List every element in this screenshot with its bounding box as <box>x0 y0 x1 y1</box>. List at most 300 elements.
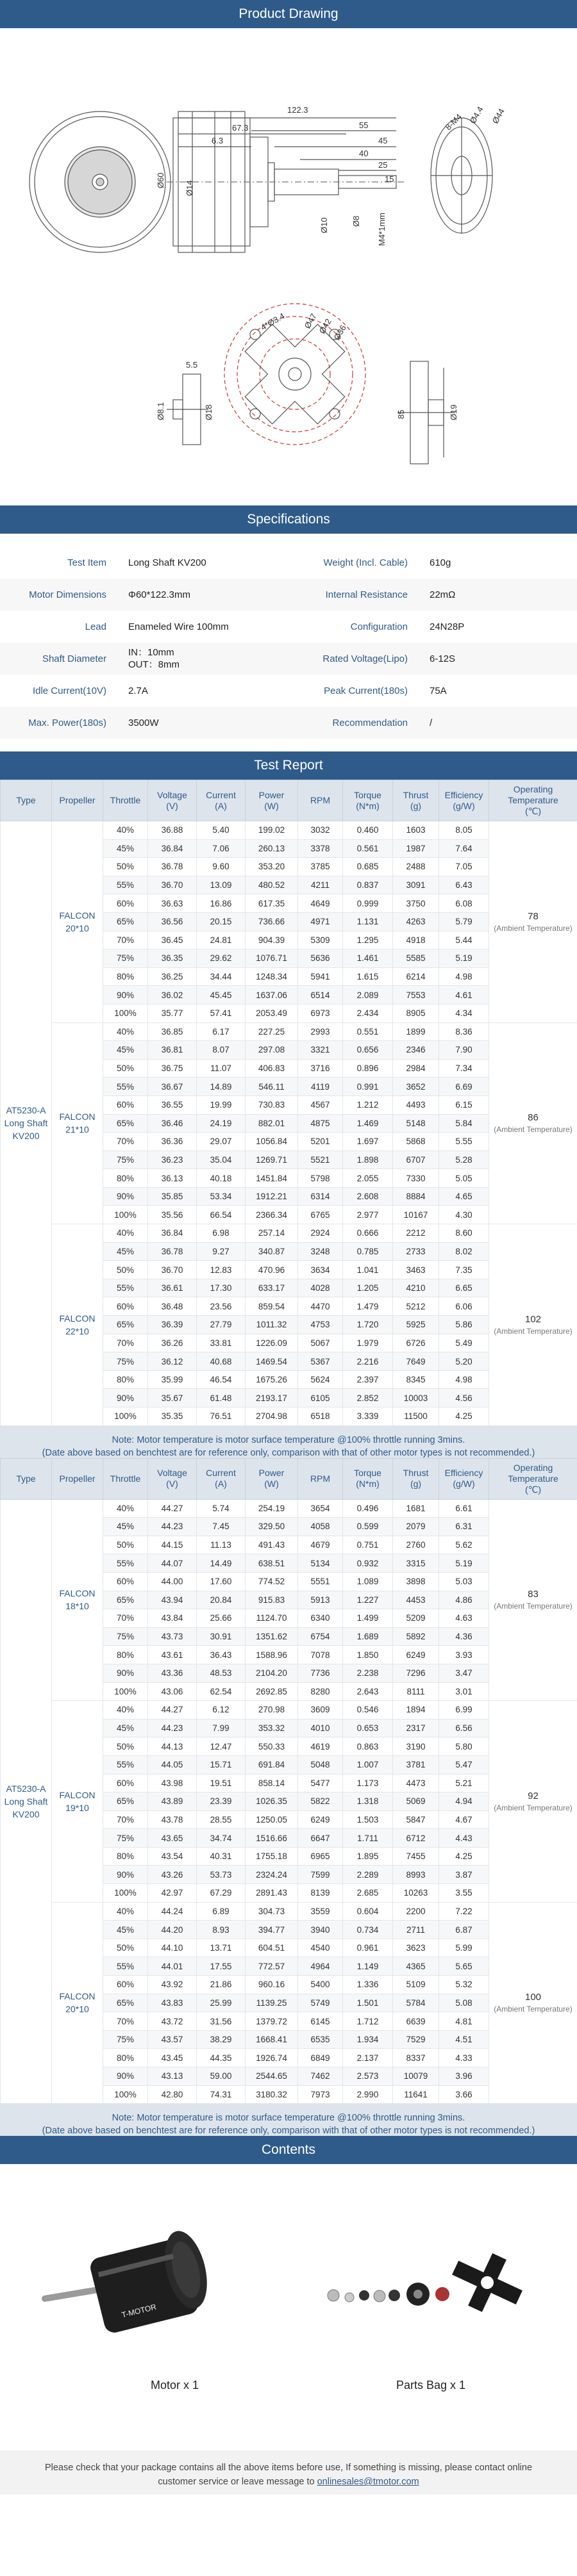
data-cell: 62.54 <box>197 1682 246 1701</box>
data-cell: 4.65 <box>439 1187 489 1206</box>
report-note-1 <box>0 1426 577 1458</box>
data-cell: 10003 <box>393 1389 439 1407</box>
data-cell: 80% <box>103 1370 148 1389</box>
data-cell: 11.07 <box>197 1059 246 1078</box>
data-cell: 1076.71 <box>246 949 298 968</box>
data-cell: 1.295 <box>343 931 393 949</box>
package-contents <box>0 2164 577 2450</box>
section-title-specs: Specifications <box>0 505 577 534</box>
data-cell: 1588.96 <box>246 1646 298 1664</box>
data-cell: 4210 <box>393 1279 439 1297</box>
data-cell: 35.56 <box>148 1206 197 1224</box>
data-cell: 0.599 <box>343 1518 393 1536</box>
data-cell: 1637.06 <box>246 986 298 1005</box>
data-cell: 2488 <box>393 858 439 876</box>
data-cell: 6647 <box>298 1829 343 1848</box>
data-cell: 45% <box>103 839 148 858</box>
data-cell: 4.67 <box>439 1810 489 1829</box>
data-cell: 5367 <box>298 1352 343 1371</box>
data-cell: 2692.85 <box>246 1682 298 1701</box>
data-cell: 5.44 <box>439 931 489 949</box>
data-cell: 1.720 <box>343 1316 393 1334</box>
data-cell: 24.81 <box>197 931 246 949</box>
note-line-1: Note: Motor temperature is motor surface temperature @100% throttle running 3mins. <box>112 1434 465 1445</box>
data-cell: 6.08 <box>439 894 489 913</box>
data-cell: 4679 <box>298 1536 343 1554</box>
data-cell: 6105 <box>298 1389 343 1407</box>
temperature-cell <box>489 1701 577 1903</box>
ambient-label: (Ambient Temperature) <box>494 1602 573 1611</box>
data-cell: 4.86 <box>439 1591 489 1609</box>
data-cell: 0.685 <box>343 858 393 876</box>
data-cell: 2704.98 <box>246 1407 298 1426</box>
data-cell: 2.990 <box>343 2085 393 2104</box>
table-row <box>1 1902 577 1921</box>
data-cell: 20.84 <box>197 1591 246 1609</box>
data-cell: 3321 <box>298 1041 343 1060</box>
data-cell: 3716 <box>298 1059 343 1078</box>
data-cell: 36.46 <box>148 1114 197 1133</box>
data-cell: 57.41 <box>197 1004 246 1022</box>
data-cell: 3.87 <box>439 1866 489 1884</box>
data-cell: 7.99 <box>197 1719 246 1737</box>
data-cell: 7599 <box>298 1866 343 1884</box>
data-cell: 858.14 <box>246 1774 298 1793</box>
data-cell: 0.896 <box>343 1059 393 1078</box>
data-cell: 7296 <box>393 1664 439 1682</box>
column-header: Thrust (g) <box>393 1458 439 1499</box>
shaft-out-value: OUT：8mm <box>128 659 180 670</box>
data-cell: 5925 <box>393 1316 439 1334</box>
data-cell: 5.80 <box>439 1737 489 1756</box>
data-cell: 4964 <box>298 1957 343 1976</box>
data-cell: 31.56 <box>197 2012 246 2031</box>
data-cell: 43.61 <box>148 1646 197 1664</box>
propeller-cell: FALCON 22*10 <box>52 1224 103 1426</box>
data-cell: 1.898 <box>343 1151 393 1169</box>
data-cell: 4.25 <box>439 1407 489 1426</box>
spec-value: 75A <box>430 685 447 696</box>
data-cell: 5.49 <box>439 1334 489 1352</box>
data-cell: 50% <box>103 858 148 876</box>
column-header: Torque (N*m) <box>343 1458 393 1499</box>
data-cell: 0.961 <box>343 1939 393 1957</box>
data-cell: 46.54 <box>197 1370 246 1389</box>
column-header: Type <box>1 780 52 821</box>
data-cell: 1.089 <box>343 1572 393 1591</box>
data-cell: 2.216 <box>343 1352 393 1371</box>
spec-value: Enameled Wire 100mm <box>128 621 229 632</box>
data-cell: 76.51 <box>197 1407 246 1426</box>
data-cell: 5521 <box>298 1151 343 1169</box>
data-cell: 48.53 <box>197 1664 246 1682</box>
data-cell: 0.734 <box>343 1921 393 1939</box>
dim-d8-1: Ø8.1 <box>156 402 165 420</box>
data-cell: 8.07 <box>197 1041 246 1060</box>
data-cell: 1.503 <box>343 1810 393 1829</box>
data-cell: 8280 <box>298 1682 343 1701</box>
data-cell: 3.66 <box>439 2085 489 2104</box>
data-cell: 0.666 <box>343 1224 393 1243</box>
data-cell: 5.03 <box>439 1572 489 1591</box>
temperature-cell <box>489 1902 577 2104</box>
data-cell: 36.39 <box>148 1316 197 1334</box>
data-cell: 60% <box>103 894 148 913</box>
data-cell: 617.35 <box>246 894 298 913</box>
ambient-label: (Ambient Temperature) <box>494 2005 573 2014</box>
data-cell: 44.13 <box>148 1737 197 1756</box>
data-cell: 55% <box>103 1755 148 1774</box>
data-cell: 8.93 <box>197 1921 246 1939</box>
spec-row <box>0 707 577 739</box>
data-cell: 70% <box>103 2012 148 2031</box>
data-cell: 75% <box>103 2030 148 2049</box>
data-cell: 1226.09 <box>246 1334 298 1352</box>
spec-label: Peak Current(180s) <box>324 685 408 696</box>
data-cell: 2212 <box>393 1224 439 1243</box>
data-cell: 5551 <box>298 1572 343 1591</box>
data-cell: 915.83 <box>246 1591 298 1609</box>
data-cell: 5477 <box>298 1774 343 1793</box>
data-cell: 2711 <box>393 1921 439 1939</box>
data-cell: 55% <box>103 876 148 894</box>
data-cell: 34.74 <box>197 1829 246 1848</box>
data-cell: 4875 <box>298 1114 343 1133</box>
dim-5-5: 5.5 <box>186 360 198 370</box>
data-cell: 5.19 <box>439 949 489 968</box>
data-cell: 227.25 <box>246 1022 298 1041</box>
data-cell: 3.47 <box>439 1664 489 1682</box>
data-cell: 67.29 <box>197 1884 246 1903</box>
data-cell: 4.61 <box>439 986 489 1005</box>
data-cell: 6249 <box>393 1646 439 1664</box>
data-cell: 6.69 <box>439 1078 489 1096</box>
data-cell: 44.27 <box>148 1499 197 1518</box>
data-cell: 0.460 <box>343 821 393 840</box>
data-cell: 50% <box>103 1737 148 1756</box>
data-cell: 36.84 <box>148 839 197 858</box>
data-cell: 4.43 <box>439 1829 489 1848</box>
data-cell: 1.227 <box>343 1591 393 1609</box>
data-cell: 199.02 <box>246 821 298 840</box>
data-cell: 5636 <box>298 949 343 968</box>
data-cell: 90% <box>103 986 148 1005</box>
data-cell: 43.57 <box>148 2030 197 2049</box>
table-row <box>1 1499 577 1518</box>
data-cell: 1269.71 <box>246 1151 298 1169</box>
data-cell: 43.72 <box>148 2012 197 2031</box>
data-cell: 35.35 <box>148 1407 197 1426</box>
parts-bag-icon <box>328 2242 531 2324</box>
data-cell: 1.689 <box>343 1627 393 1646</box>
data-cell: 3190 <box>393 1737 439 1756</box>
data-cell: 16.86 <box>197 894 246 913</box>
data-cell: 80% <box>103 2049 148 2067</box>
column-header: Current (A) <box>197 1458 246 1499</box>
dim-4-d3-4: 4*Ø3.4 <box>259 311 287 332</box>
data-cell: 13.71 <box>197 1939 246 1957</box>
data-cell: 2104.20 <box>246 1664 298 1682</box>
motor-type-cell: AT5230-A Long Shaft KV200 <box>1 1499 52 2104</box>
data-cell: 100% <box>103 1682 148 1701</box>
data-cell: 5109 <box>393 1976 439 1994</box>
data-cell: 4.36 <box>439 1627 489 1646</box>
data-cell: 6.61 <box>439 1499 489 1518</box>
data-cell: 7455 <box>393 1847 439 1866</box>
data-cell: 2.434 <box>343 1004 393 1022</box>
data-cell: 491.43 <box>246 1536 298 1554</box>
data-cell: 23.56 <box>197 1297 246 1316</box>
data-cell: 100% <box>103 1004 148 1022</box>
data-cell: 353.20 <box>246 858 298 876</box>
data-cell: 6518 <box>298 1407 343 1426</box>
data-cell: 35.99 <box>148 1370 197 1389</box>
data-cell: 5624 <box>298 1370 343 1389</box>
spec-row <box>0 578 577 611</box>
technical-drawing <box>0 28 577 505</box>
data-cell: 36.88 <box>148 821 197 840</box>
data-cell: 36.81 <box>148 1041 197 1060</box>
data-cell: 5.32 <box>439 1976 489 1994</box>
data-cell: 960.16 <box>246 1976 298 1994</box>
data-cell: 43.54 <box>148 1847 197 1866</box>
data-cell: 40.31 <box>197 1847 246 1866</box>
data-cell: 36.43 <box>197 1646 246 1664</box>
data-cell: 4567 <box>298 1095 343 1114</box>
footer-text: Please check that your package contains all the above items before use, If something is missing, please contact online customer service or leave message to <box>44 2463 533 2488</box>
data-cell: 1516.66 <box>246 1829 298 1848</box>
propeller-cell: FALCON 20*10 <box>52 821 103 1023</box>
data-cell: 8345 <box>393 1370 439 1389</box>
spec-value: Long Shaft KV200 <box>128 557 206 568</box>
data-cell: 36.78 <box>148 1242 197 1261</box>
data-cell: 4.33 <box>439 2049 489 2067</box>
data-cell: 6849 <box>298 2049 343 2067</box>
spec-label: Rated Voltage(Lipo) <box>322 653 408 664</box>
data-cell: 3091 <box>393 876 439 894</box>
data-cell: 2760 <box>393 1536 439 1554</box>
temperature-cell <box>489 1499 577 1701</box>
data-cell: 4119 <box>298 1078 343 1096</box>
data-cell: 12.47 <box>197 1737 246 1756</box>
data-cell: 44.23 <box>148 1518 197 1536</box>
data-cell: 2.852 <box>343 1389 393 1407</box>
data-cell: 3378 <box>298 839 343 858</box>
ambient-label: (Ambient Temperature) <box>494 1326 573 1336</box>
spec-label: Max. Power(180s) <box>28 717 106 728</box>
data-cell: 11.13 <box>197 1536 246 1554</box>
data-cell: 1.499 <box>343 1609 393 1628</box>
spec-label: Lead <box>85 621 106 632</box>
data-cell: 6.15 <box>439 1095 489 1114</box>
data-cell: 691.84 <box>246 1755 298 1774</box>
data-cell: 14.89 <box>197 1078 246 1096</box>
data-cell: 36.67 <box>148 1078 197 1096</box>
data-cell: 1.501 <box>343 1994 393 2012</box>
temperature-value: 100 <box>524 1992 542 2003</box>
data-cell: 7.22 <box>439 1902 489 1921</box>
data-cell: 1124.70 <box>246 1609 298 1628</box>
data-cell: 5048 <box>298 1755 343 1774</box>
data-cell: 60% <box>103 1572 148 1591</box>
data-cell: 257.14 <box>246 1224 298 1243</box>
data-cell: 5148 <box>393 1114 439 1133</box>
data-cell: 8111 <box>393 1682 439 1701</box>
data-cell: 12.83 <box>197 1261 246 1279</box>
data-cell: 36.02 <box>148 986 197 1005</box>
temperature-value: 78 <box>528 910 539 922</box>
data-cell: 1379.72 <box>246 2012 298 2031</box>
data-cell: 35.77 <box>148 1004 197 1022</box>
data-cell: 40% <box>103 1022 148 1041</box>
temperature-value: 92 <box>528 1790 539 1801</box>
data-cell: 10079 <box>393 2067 439 2086</box>
data-cell: 11500 <box>393 1407 439 1426</box>
data-cell: 6249 <box>298 1810 343 1829</box>
data-cell: 20.15 <box>197 912 246 931</box>
data-cell: 65% <box>103 1591 148 1609</box>
temperature-cell <box>489 821 577 1023</box>
data-cell: 45% <box>103 1518 148 1536</box>
data-cell: 1469.54 <box>246 1352 298 1371</box>
data-cell: 3940 <box>298 1921 343 1939</box>
data-cell: 6.99 <box>439 1701 489 1719</box>
data-cell: 774.52 <box>246 1572 298 1591</box>
data-cell: 5.65 <box>439 1957 489 1976</box>
data-cell: 1.173 <box>343 1774 393 1793</box>
spec-label: Configuration <box>350 621 408 632</box>
data-cell: 8993 <box>393 1866 439 1884</box>
support-email-link[interactable]: onlinesales@tmotor.com <box>317 2477 419 2488</box>
data-cell: 60% <box>103 1774 148 1793</box>
data-cell: 44.07 <box>148 1554 197 1573</box>
data-cell: 260.13 <box>246 839 298 858</box>
data-cell: 36.45 <box>148 931 197 949</box>
data-cell: 61.48 <box>197 1389 246 1407</box>
data-cell: 3.96 <box>439 2067 489 2086</box>
data-cell: 24.19 <box>197 1114 246 1133</box>
data-cell: 5.74 <box>197 1499 246 1518</box>
spec-table <box>0 534 577 751</box>
data-cell: 4.34 <box>439 1004 489 1022</box>
data-cell: 2053.49 <box>246 1004 298 1022</box>
data-cell: 0.932 <box>343 1554 393 1573</box>
data-cell: 8.05 <box>439 821 489 840</box>
dim-d19: Ø19 <box>449 404 458 420</box>
data-cell: 6.98 <box>197 1224 246 1243</box>
data-cell: 6535 <box>298 2030 343 2049</box>
data-cell: 1.615 <box>343 967 393 986</box>
dim-d47: Ø47 <box>302 311 319 331</box>
data-cell: 1.041 <box>343 1261 393 1279</box>
contents-illustration <box>0 2164 577 2450</box>
column-header: Operating Temperature (℃) <box>489 780 577 821</box>
temperature-value: 83 <box>528 1589 539 1600</box>
section-title-contents: Contents <box>0 2136 577 2164</box>
data-cell: 15.71 <box>197 1755 246 1774</box>
footer-note <box>0 2450 577 2495</box>
data-cell: 90% <box>103 1664 148 1682</box>
column-header: RPM <box>298 780 343 821</box>
spec-value: 24N28P <box>430 621 465 632</box>
data-cell: 1.205 <box>343 1279 393 1297</box>
column-header: Propeller <box>52 780 103 821</box>
data-cell: 36.78 <box>148 858 197 876</box>
data-cell: 43.98 <box>148 1774 197 1793</box>
data-cell: 7649 <box>393 1352 439 1371</box>
data-cell: 6965 <box>298 1847 343 1866</box>
data-cell: 5067 <box>298 1334 343 1352</box>
data-cell: 6340 <box>298 1609 343 1628</box>
data-cell: 1.712 <box>343 2012 393 2031</box>
data-cell: 2544.65 <box>246 2067 298 2086</box>
data-cell: 6145 <box>298 2012 343 2031</box>
data-cell: 5.79 <box>439 912 489 931</box>
data-cell: 882.01 <box>246 1114 298 1133</box>
data-cell: 5.84 <box>439 1114 489 1133</box>
dim-d8: Ø8 <box>351 215 361 227</box>
data-cell: 5212 <box>393 1297 439 1316</box>
data-cell: 1603 <box>393 821 439 840</box>
data-cell: 736.66 <box>246 912 298 931</box>
data-cell: 1.131 <box>343 912 393 931</box>
data-cell: 1.479 <box>343 1297 393 1316</box>
data-cell: 4010 <box>298 1719 343 1737</box>
data-cell: 1755.18 <box>246 1847 298 1866</box>
data-cell: 1.934 <box>343 2030 393 2049</box>
data-cell: 44.27 <box>148 1701 197 1719</box>
data-cell: 904.39 <box>246 931 298 949</box>
spec-row <box>0 611 577 643</box>
data-cell: 1351.62 <box>246 1627 298 1646</box>
data-cell: 36.26 <box>148 1334 197 1352</box>
data-cell: 329.50 <box>246 1518 298 1536</box>
data-cell: 7973 <box>298 2085 343 2104</box>
data-cell: 0.561 <box>343 839 393 858</box>
data-cell: 4.81 <box>439 2012 489 2031</box>
data-cell: 6726 <box>393 1334 439 1352</box>
data-cell: 65% <box>103 1994 148 2012</box>
data-cell: 2984 <box>393 1059 439 1078</box>
spec-value <box>128 646 292 671</box>
data-cell: 100% <box>103 2085 148 2104</box>
data-cell: 4.98 <box>439 1370 489 1389</box>
data-cell: 43.73 <box>148 1627 197 1646</box>
data-cell: 25.99 <box>197 1994 246 2012</box>
data-cell: 8.60 <box>439 1224 489 1243</box>
data-cell: 6.06 <box>439 1297 489 1316</box>
data-cell: 65% <box>103 912 148 931</box>
data-cell: 8139 <box>298 1884 343 1903</box>
data-cell: 3654 <box>298 1499 343 1518</box>
data-cell: 1.212 <box>343 1095 393 1114</box>
data-cell: 36.12 <box>148 1352 197 1371</box>
data-cell: 6514 <box>298 986 343 1005</box>
propeller-cell: FALCON 18*10 <box>52 1499 103 1701</box>
data-cell: 74.31 <box>197 2085 246 2104</box>
data-cell: 14.49 <box>197 1554 246 1573</box>
dim-d44: Ø44 <box>490 106 506 126</box>
data-cell: 55% <box>103 1554 148 1573</box>
data-cell: 1451.84 <box>246 1169 298 1188</box>
data-cell: 36.35 <box>148 949 197 968</box>
data-cell: 2.643 <box>343 1682 393 1701</box>
column-header: Torque (N*m) <box>343 780 393 821</box>
data-cell: 3559 <box>298 1902 343 1921</box>
data-cell: 3.01 <box>439 1682 489 1701</box>
data-cell: 36.70 <box>148 1261 197 1279</box>
dim-8-m4: 8-M4 <box>443 111 464 133</box>
